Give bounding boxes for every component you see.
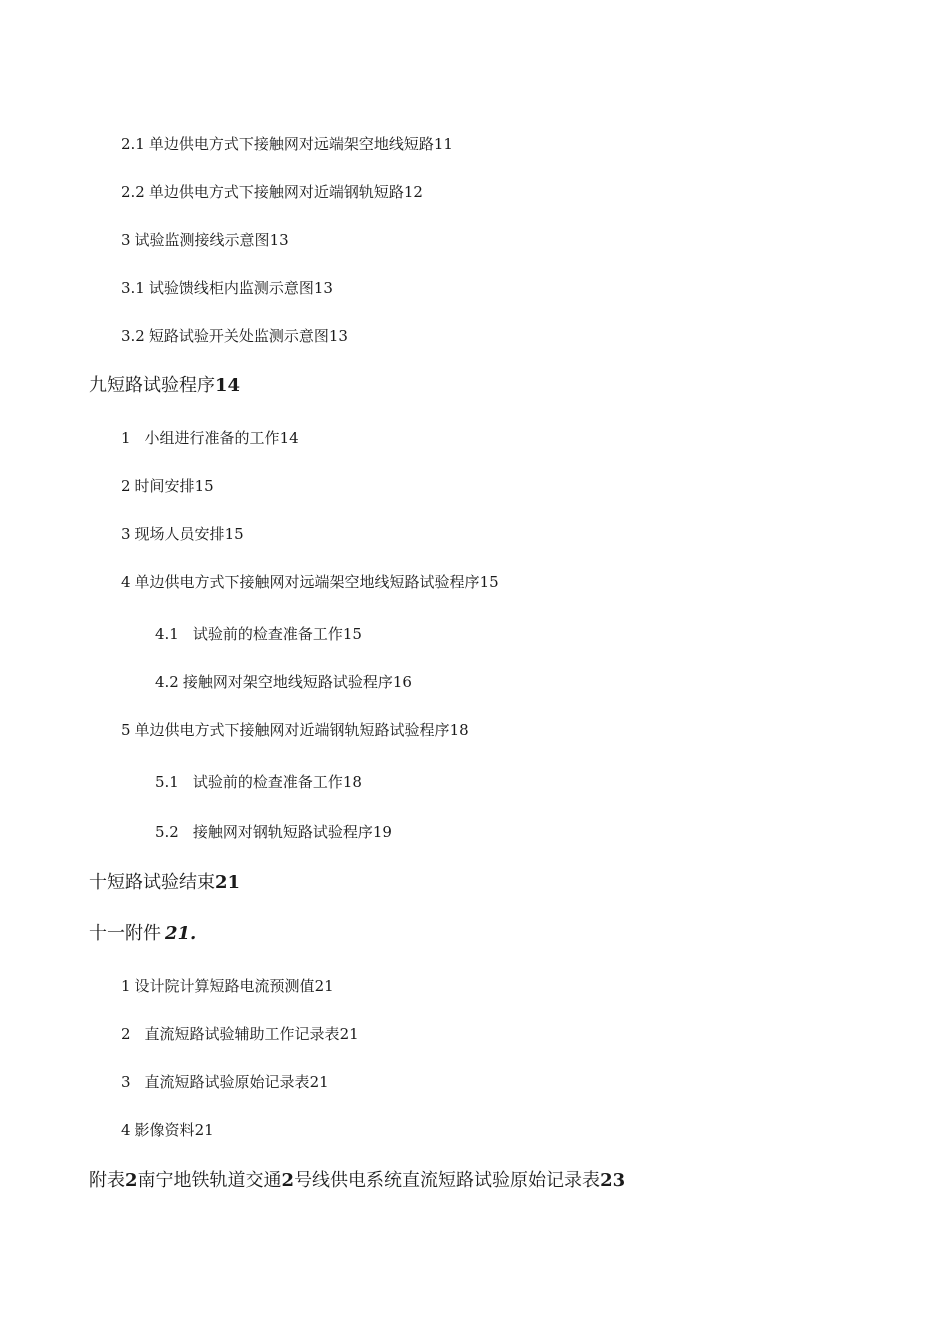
toc-entry[interactable] (121, 329, 348, 344)
appendix-title-rest: 号线供电系统直流短路试验原始记录表 (294, 1170, 601, 1191)
toc-number: 2 (121, 477, 131, 495)
toc-number: 4.1 (155, 625, 179, 643)
toc-page-number: 18 (342, 773, 362, 791)
toc-entry[interactable] (121, 431, 299, 446)
toc-entry[interactable] (121, 1027, 359, 1042)
toc-entry[interactable] (121, 979, 334, 994)
toc-appendix-entry[interactable] (89, 1172, 625, 1190)
toc-title: 试验监测接线示意图 (134, 231, 270, 249)
toc-subentry[interactable] (155, 675, 412, 690)
toc-title: 单边供电方式下接触网对远端架空地线短路试验程序 (134, 573, 480, 591)
toc-page-number: 19 (372, 823, 392, 841)
toc-entry[interactable] (121, 281, 333, 296)
toc-number: 3.2 (121, 327, 145, 345)
toc-page-number: 18 (449, 721, 469, 739)
toc-page-number: 13 (269, 231, 289, 249)
toc-subentry[interactable] (155, 775, 362, 790)
appendix-title-part: 南宁地铁轨道交通 (137, 1170, 282, 1191)
toc-page-number: 21 (339, 1025, 359, 1043)
appendix-number: 2 (125, 1170, 138, 1191)
toc-title: 短路试验开关处监测示意图 (148, 327, 329, 345)
toc-page-number: 14 (279, 429, 299, 447)
toc-subentry[interactable] (155, 825, 392, 840)
toc-page-number: 15 (479, 573, 499, 591)
toc-title: 影像资料 (134, 1121, 195, 1139)
toc-page-number: 21 (309, 1073, 329, 1091)
toc-number: 3 (121, 525, 131, 543)
toc-title: 接触网对钢轨短路试验程序 (192, 823, 373, 841)
toc-page-number: 12 (403, 183, 423, 201)
toc-title: 时间安排 (134, 477, 195, 495)
toc-title: 试验前的检查准备工作 (192, 625, 343, 643)
toc-page-number: 21 (314, 977, 334, 995)
toc-number: 5 (121, 721, 131, 739)
toc-entry[interactable] (121, 1075, 329, 1090)
toc-number: 5.2 (155, 823, 179, 841)
toc-title: 直流短路试验辅助工作记录表 (144, 1025, 340, 1043)
toc-chapter-entry[interactable] (89, 874, 240, 892)
toc-title: 试验馈线柜内监测示意图 (148, 279, 314, 297)
toc-number: 4 (121, 573, 131, 591)
toc-page-number: 21 (194, 1121, 214, 1139)
toc-chapter-title: 十短路试验结束 (89, 872, 215, 893)
toc-title: 直流短路试验原始记录表 (144, 1073, 310, 1091)
toc-entry[interactable] (121, 137, 453, 152)
toc-subentry[interactable] (155, 627, 362, 642)
toc-entry[interactable] (121, 479, 214, 494)
toc-page-number: 15 (224, 525, 244, 543)
toc-number: 3 (121, 1073, 131, 1091)
toc-title: 单边供电方式下接触网对近端钢轨短路试验程序 (134, 721, 450, 739)
toc-number: 5.1 (155, 773, 179, 791)
toc-chapter-entry[interactable] (89, 377, 240, 395)
toc-entry[interactable] (121, 527, 244, 542)
toc-title: 试验前的检查准备工作 (192, 773, 343, 791)
appendix-line-number: 2 (281, 1170, 295, 1191)
toc-page-number: 23 (600, 1170, 626, 1191)
toc-page-number: 15 (342, 625, 362, 643)
toc-chapter-title: 九短路试验程序 (89, 375, 215, 396)
toc-page-number: 11 (433, 135, 453, 153)
toc-entry[interactable] (121, 233, 289, 248)
toc-number: 1 (121, 429, 131, 447)
toc-number: 2 (121, 1025, 131, 1043)
toc-title: 现场人员安排 (134, 525, 225, 543)
toc-title: 单边供电方式下接触网对远端架空地线短路 (148, 135, 434, 153)
toc-page-number: 14 (215, 375, 241, 396)
toc-page-number: 21. (165, 923, 197, 944)
toc-number: 4 (121, 1121, 131, 1139)
toc-title: 单边供电方式下接触网对近端钢轨短路 (148, 183, 404, 201)
toc-number: 2.2 (121, 183, 145, 201)
toc-page-number: 15 (194, 477, 214, 495)
toc-title: 接触网对架空地线短路试验程序 (182, 673, 393, 691)
toc-title: 小组进行准备的工作 (144, 429, 280, 447)
toc-entry[interactable] (121, 185, 423, 200)
toc-entry[interactable] (121, 575, 499, 590)
toc-chapter-entry[interactable] (89, 925, 196, 943)
toc-title: 设计院计算短路电流预测值 (134, 977, 315, 995)
toc-page-number: 16 (392, 673, 412, 691)
toc-number: 3.1 (121, 279, 145, 297)
toc-number: 1 (121, 977, 131, 995)
toc-chapter-title: 十一附件 (89, 923, 161, 944)
toc-page-number: 21 (215, 872, 241, 893)
toc-entry[interactable] (121, 723, 469, 738)
toc-page-number: 13 (328, 327, 348, 345)
toc-page-number: 13 (313, 279, 333, 297)
toc-number: 4.2 (155, 673, 179, 691)
toc-number: 3 (121, 231, 131, 249)
toc-entry[interactable] (121, 1123, 214, 1138)
toc-number: 2.1 (121, 135, 145, 153)
appendix-label: 附表 (89, 1170, 125, 1191)
